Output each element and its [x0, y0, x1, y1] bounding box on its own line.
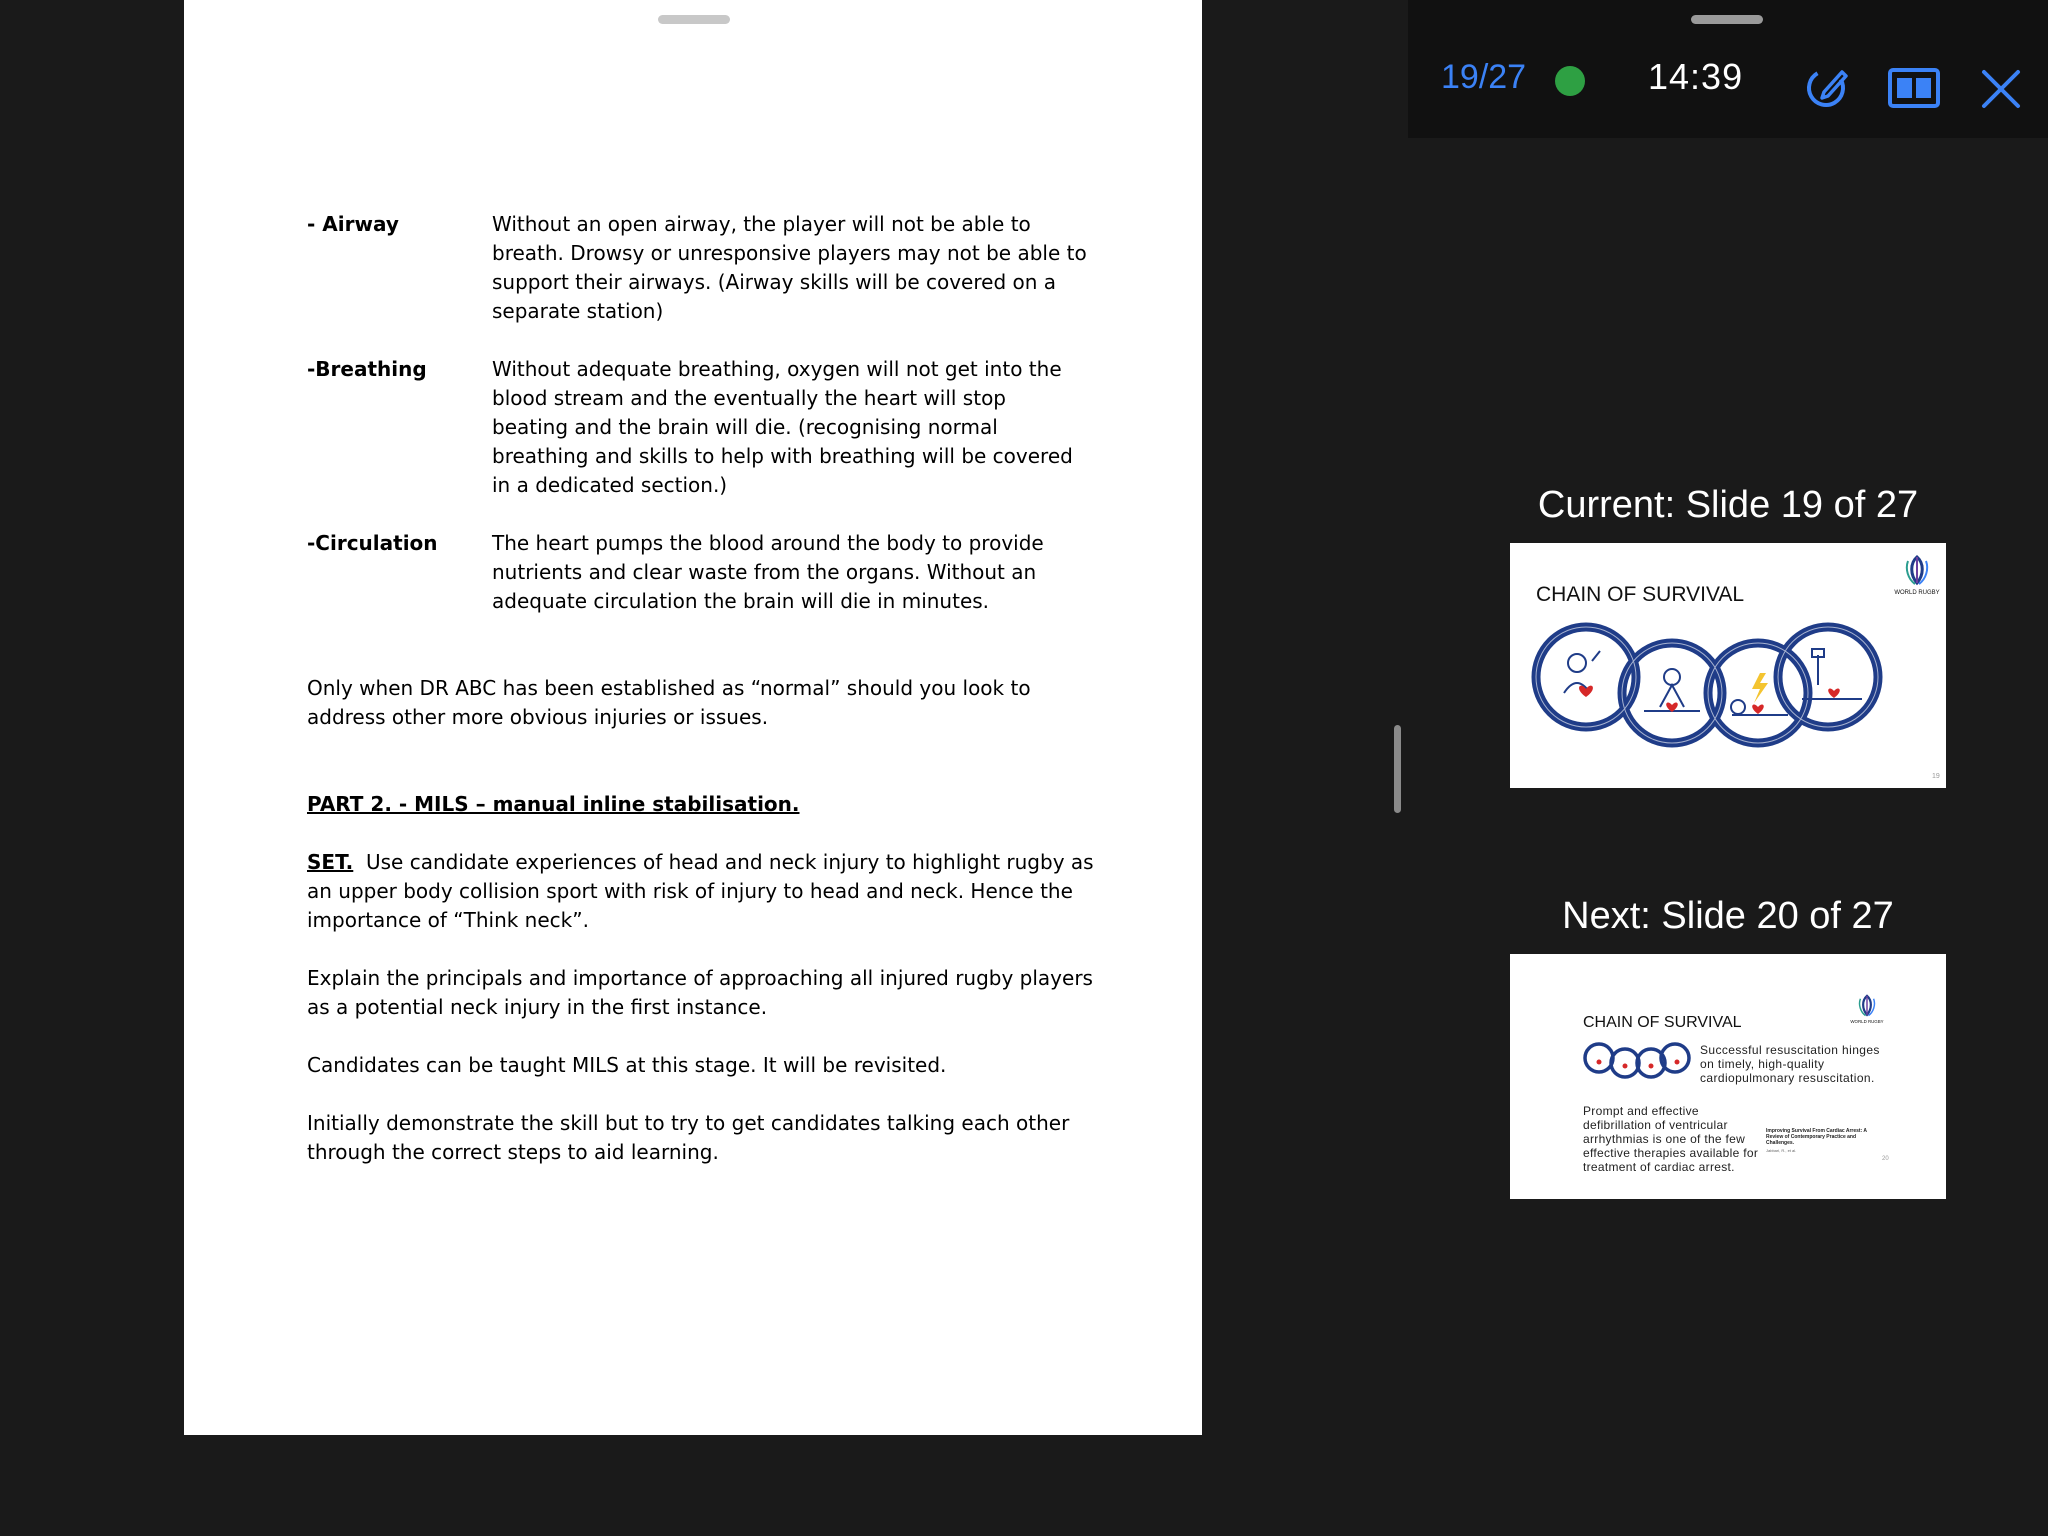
abc-desc: Without adequate breathing, oxygen will not get into the blood stream and the eventually the heart will stop beating and the brain will die. (recognising normal breathing and skills to help with breathing will be covered in a dedicated section.) [492, 357, 1073, 497]
only-when-paragraph: Only when DR ABC has been established as “normal” should you look to address other more obvious injuries or issues. [307, 676, 1031, 729]
current-slide-label: Current: Slide 19 of 27 [1537, 484, 1919, 526]
abc-row-circulation [307, 529, 1107, 616]
current-slide-thumbnail[interactable] [1510, 543, 1946, 788]
candidates-paragraph: Candidates can be taught MILS at this stage. It will be revisited. [307, 1053, 947, 1077]
split-divider-handle[interactable] [1394, 725, 1401, 813]
next-slide-title: CHAIN OF SURVIVAL [1583, 1014, 1742, 1031]
part2-heading: PART 2. - MILS – manual inline stabilisation. [307, 792, 800, 816]
abc-row-breathing [307, 355, 1107, 500]
next-slide-thumbnail[interactable] [1510, 954, 1946, 1199]
initially-paragraph: Initially demonstrate the skill but to try to get candidates talking each other through the correct steps to aid learning. [307, 1111, 1070, 1164]
document-body [307, 210, 1107, 1196]
abc-desc: The heart pumps the blood around the body to provide nutrients and clear waste from the organs. Without an adequate circulation the brain will die in minutes. [492, 531, 1044, 613]
next-slide-text-left: Prompt and effective defibrillation of ventricular arrhythmias is one of the few effective therapies available for treatment of cardiac arrest. [1583, 1104, 1759, 1174]
document-grabber[interactable] [658, 15, 730, 24]
close-icon[interactable] [1980, 68, 2022, 115]
next-slide-page-number: 20 [1882, 1156, 1889, 1162]
abc-term: -Circulation [307, 531, 438, 555]
split-view-icon[interactable] [1888, 68, 1940, 113]
next-slide-text-right: Successful resuscitation hinges on timely, high-quality cardiopulmonary resuscitation. [1700, 1043, 1880, 1085]
presenter-grabber[interactable] [1691, 15, 1763, 24]
document-page[interactable] [184, 0, 1202, 1435]
set-label: SET. [307, 850, 354, 874]
set-text: Use candidate experiences of head and neck injury to highlight rugby as an upper body collision sport with risk of injury to head and neck. Hence the importance of “Think neck”. [307, 850, 1094, 932]
abc-term: -Breathing [307, 357, 427, 381]
set-paragraph [307, 848, 1107, 935]
world-rugby-logo-icon [1894, 553, 1940, 602]
world-rugby-logo-text: WORLD RUGBY [1850, 1018, 1884, 1024]
next-slide-citation: Improving Survival From Cardiac Arrest: A Review of Contemporary Practice and Challenges. [1766, 1128, 1867, 1146]
world-rugby-logo-icon [1850, 992, 1884, 1031]
current-slide-page-number: 19 [1932, 773, 1940, 780]
presenter-pane [1408, 0, 2048, 1536]
abc-term: - Airway [307, 212, 399, 236]
status-indicator [1555, 66, 1585, 96]
world-rugby-logo-text: WORLD RUGBY [1894, 590, 1940, 596]
abc-desc: Without an open airway, the player will not be able to breath. Drowsy or unresponsive players may not be able to support their airways. (Airway skills will be covered on a separate station) [492, 212, 1087, 323]
next-slide-citation-authors: Jabbari, R., et al. [1766, 1148, 1797, 1153]
current-slide-title: CHAIN OF SURVIVAL [1536, 583, 1745, 606]
pen-icon[interactable] [1806, 64, 1850, 113]
abc-row-airway [307, 210, 1107, 326]
next-slide-label: Next: Slide 20 of 27 [1562, 895, 1894, 937]
presenter-toolbar [1408, 0, 2048, 138]
chain-of-survival-graphic [1532, 615, 1882, 755]
explain-paragraph: Explain the principals and importance of approaching all injured rugby players as a potential neck injury in the first instance. [307, 966, 1093, 1019]
chain-of-survival-mini-graphic [1583, 1040, 1695, 1082]
clock: 14:39 [1648, 56, 1744, 97]
slide-counter[interactable]: 19/27 [1441, 58, 1527, 96]
